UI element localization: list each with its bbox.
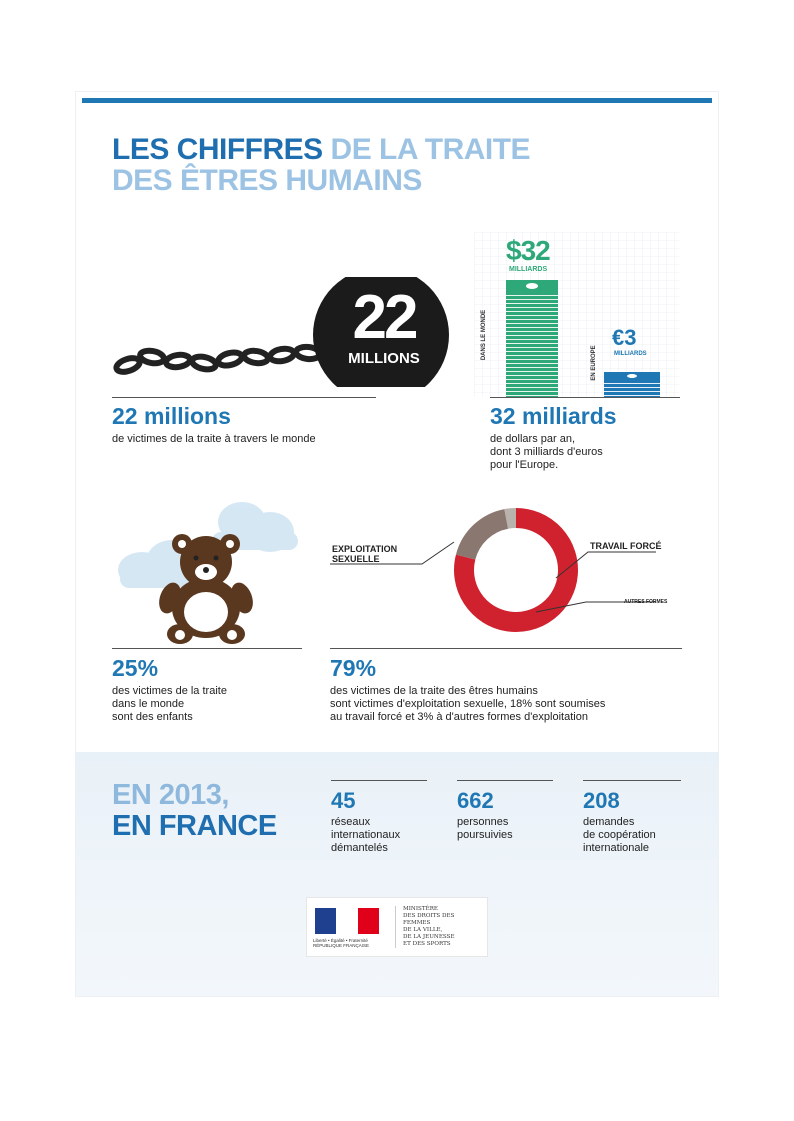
- divider: [112, 397, 376, 398]
- victims-badge-unit: MILLIONS: [348, 350, 420, 367]
- money-caption-line: dont 3 milliards d'euros: [490, 446, 603, 458]
- ministry-line: DE LA VILLE,: [403, 927, 443, 933]
- money-caption: [490, 433, 690, 472]
- logo-divider: [395, 906, 396, 948]
- title-line2: DES ÊTRES HUMAINS: [112, 164, 422, 197]
- label-other-forms: AUTRES FORMES: [624, 599, 668, 605]
- victims-headline: 22 millions: [112, 403, 231, 429]
- france-title-line1: EN 2013,: [112, 779, 229, 811]
- exploitation-headline: 79%: [330, 655, 377, 681]
- victims-caption: de victimes de la traite à travers le monde: [112, 433, 316, 445]
- ministry-line: DES DROITS DES FEMMES: [403, 913, 455, 926]
- stat-value: 45: [331, 788, 356, 813]
- divider: [457, 780, 553, 781]
- stat-label-line: demandes: [583, 816, 635, 828]
- title-line1-light: DE LA TRAITE: [322, 133, 531, 166]
- ministry-line: DE LA JEUNESSE: [403, 934, 455, 940]
- label-sexual-line: EXPLOITATION: [332, 544, 398, 554]
- ministry-logo: [306, 897, 488, 957]
- stat-label: [457, 816, 567, 842]
- france-title: [112, 780, 277, 842]
- money-europe-amount: €3: [612, 325, 637, 350]
- republic-motto: Liberté • Égalité • Fraternité RÉPUBLIQUE FRANÇAISE: [313, 938, 370, 948]
- infographic-poster: [76, 92, 718, 996]
- children-caption: [112, 685, 292, 724]
- top-bar: [82, 98, 712, 103]
- children-caption-line: dans le monde: [112, 698, 185, 710]
- divider: [112, 648, 302, 649]
- exploitation-caption-line: des victimes de la traite des êtres humains: [330, 685, 538, 697]
- teddy-bear-icon: [112, 492, 312, 652]
- stat-label-line: internationaux: [331, 829, 401, 841]
- children-headline: 25%: [112, 655, 159, 681]
- stat-value: 208: [583, 788, 620, 813]
- divider: [490, 397, 680, 398]
- label-sexual-exploitation: [332, 544, 397, 564]
- stat-label-line: réseaux: [331, 816, 371, 828]
- money-stacks-chart: [474, 232, 679, 397]
- stat-label-line: de coopération: [583, 829, 656, 841]
- france-title-line2: EN FRANCE: [112, 810, 277, 842]
- money-caption-line: de dollars par an,: [490, 433, 575, 445]
- ministry-line: MINISTÈRE: [403, 906, 438, 912]
- label-forced-labour: TRAVAIL FORCÉ: [590, 541, 662, 551]
- divider: [330, 648, 682, 649]
- stat-label-line: démantelés: [331, 842, 388, 854]
- children-caption-line: sont des enfants: [112, 711, 193, 723]
- donut-slice-other: [506, 518, 516, 519]
- stat-label: [583, 816, 693, 855]
- children-caption-line: des victimes de la traite: [112, 685, 227, 697]
- title-line1-dark: LES CHIFFRES: [112, 133, 323, 166]
- marianne-flag-icon: [315, 908, 379, 934]
- money-europe-unit: MILLIARDS: [614, 351, 647, 357]
- stat-label-line: personnes: [457, 816, 509, 828]
- page-title: [112, 134, 530, 196]
- stat-label-line: internationale: [583, 842, 650, 854]
- victims-badge-number: 22: [352, 283, 416, 352]
- stat-label: [331, 816, 441, 855]
- divider: [583, 780, 681, 781]
- stat-label-line: poursuivies: [457, 829, 513, 841]
- stat-value: 662: [457, 788, 494, 813]
- exploitation-caption: [330, 685, 690, 724]
- exploitation-caption-line: sont victimes d'exploitation sexuelle, 18% sont soumises: [330, 698, 606, 710]
- ministry-line: ET DES SPORTS: [403, 941, 451, 947]
- divider: [331, 780, 427, 781]
- exploitation-caption-line: au travail forcé et 3% à d'autres formes d'exploitation: [330, 711, 588, 723]
- money-world-amount: $32: [506, 235, 550, 266]
- money-world-unit: MILLIARDS: [509, 266, 548, 273]
- money-headline: 32 milliards: [490, 403, 617, 429]
- money-europe-label: EN EUROPE: [591, 345, 597, 381]
- label-sexual-line: SEXUELLE: [332, 554, 380, 564]
- money-caption-line: pour l'Europe.: [490, 459, 559, 471]
- ministry-name: [403, 906, 483, 948]
- money-world-label: DANS LE MONDE: [481, 309, 487, 361]
